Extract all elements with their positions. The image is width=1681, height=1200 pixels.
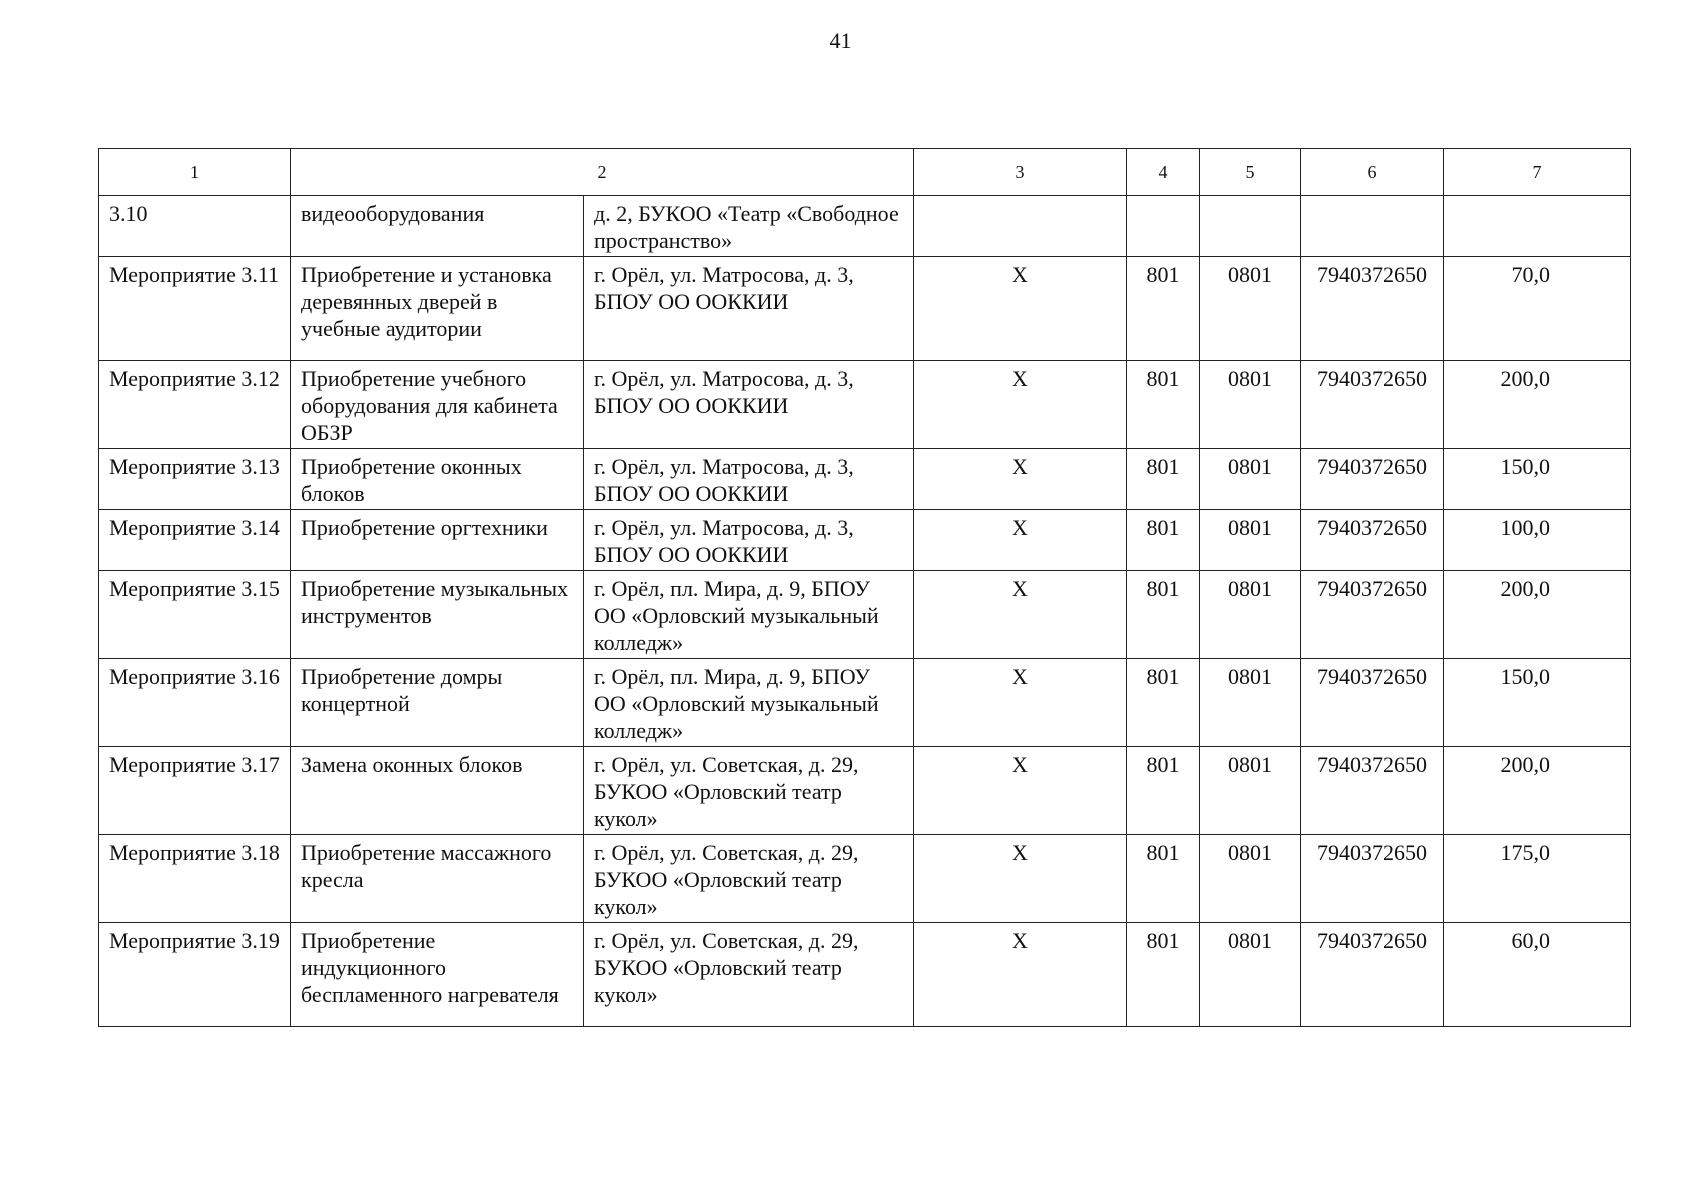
- event-name-cell: видеооборудования: [291, 196, 584, 257]
- address-cell: г. Орёл, ул. Советская, д. 29, БУКОО «Орловский театр кукол»: [584, 923, 914, 1027]
- mark-cell: Х: [914, 361, 1127, 449]
- budget-table: [98, 148, 1631, 1027]
- event-id-cell: Мероприятие 3.17: [99, 747, 291, 835]
- code-cell: 801: [1127, 510, 1200, 571]
- section-code-cell: 0801: [1200, 510, 1301, 571]
- address-cell: г. Орёл, ул. Матросова, д. 3, БПОУ ОО ООККИИ: [584, 510, 914, 571]
- table-row: [99, 571, 1631, 659]
- event-name-cell: Приобретение и установка деревянных дверей в учебные аудитории: [291, 257, 584, 361]
- mark-cell: Х: [914, 510, 1127, 571]
- amount-cell: 200,0: [1444, 361, 1631, 449]
- amount-cell: 60,0: [1444, 923, 1631, 1027]
- target-code-cell: 7940372650: [1301, 923, 1444, 1027]
- address-cell: г. Орёл, ул. Матросова, д. 3, БПОУ ОО ООККИИ: [584, 361, 914, 449]
- section-code-cell: 0801: [1200, 571, 1301, 659]
- header-cell: 4: [1127, 149, 1200, 196]
- code-cell: 801: [1127, 361, 1200, 449]
- header-cell: 7: [1444, 149, 1631, 196]
- table-row: [99, 361, 1631, 449]
- target-code-cell: [1301, 196, 1444, 257]
- target-code-cell: 7940372650: [1301, 510, 1444, 571]
- event-name-cell: Замена оконных блоков: [291, 747, 584, 835]
- table-row: [99, 196, 1631, 257]
- address-cell: д. 2, БУКОО «Театр «Свободное пространство»: [584, 196, 914, 257]
- code-cell: 801: [1127, 659, 1200, 747]
- event-name-cell: Приобретение массажного кресла: [291, 835, 584, 923]
- event-id-cell: 3.10: [99, 196, 291, 257]
- amount-cell: 70,0: [1444, 257, 1631, 361]
- mark-cell: Х: [914, 449, 1127, 510]
- target-code-cell: 7940372650: [1301, 659, 1444, 747]
- event-id-cell: Мероприятие 3.13: [99, 449, 291, 510]
- event-id-cell: Мероприятие 3.12: [99, 361, 291, 449]
- table-row: [99, 747, 1631, 835]
- event-name-cell: Приобретение индукционного беспламенного нагревателя: [291, 923, 584, 1027]
- mark-cell: Х: [914, 659, 1127, 747]
- amount-cell: 150,0: [1444, 449, 1631, 510]
- code-cell: 801: [1127, 257, 1200, 361]
- address-cell: г. Орёл, ул. Матросова, д. 3, БПОУ ОО ООККИИ: [584, 257, 914, 361]
- address-cell: г. Орёл, пл. Мира, д. 9, БПОУ ОО «Орловский музыкальный колледж»: [584, 571, 914, 659]
- amount-cell: 200,0: [1444, 571, 1631, 659]
- table-row: [99, 659, 1631, 747]
- section-code-cell: 0801: [1200, 449, 1301, 510]
- code-cell: 801: [1127, 449, 1200, 510]
- section-code-cell: 0801: [1200, 361, 1301, 449]
- header-cell: 5: [1200, 149, 1301, 196]
- amount-cell: 200,0: [1444, 747, 1631, 835]
- amount-cell: 175,0: [1444, 835, 1631, 923]
- event-id-cell: Мероприятие 3.14: [99, 510, 291, 571]
- target-code-cell: 7940372650: [1301, 835, 1444, 923]
- table-row: [99, 923, 1631, 1027]
- mark-cell: Х: [914, 835, 1127, 923]
- table-row: [99, 449, 1631, 510]
- event-id-cell: Мероприятие 3.15: [99, 571, 291, 659]
- event-id-cell: Мероприятие 3.18: [99, 835, 291, 923]
- amount-cell: 100,0: [1444, 510, 1631, 571]
- amount-cell: 150,0: [1444, 659, 1631, 747]
- amount-cell: [1444, 196, 1631, 257]
- target-code-cell: 7940372650: [1301, 571, 1444, 659]
- event-name-cell: Приобретение оргтехники: [291, 510, 584, 571]
- target-code-cell: 7940372650: [1301, 257, 1444, 361]
- header-cell: 6: [1301, 149, 1444, 196]
- mark-cell: Х: [914, 571, 1127, 659]
- mark-cell: Х: [914, 257, 1127, 361]
- code-cell: 801: [1127, 923, 1200, 1027]
- address-cell: г. Орёл, пл. Мира, д. 9, БПОУ ОО «Орловский музыкальный колледж»: [584, 659, 914, 747]
- section-code-cell: 0801: [1200, 835, 1301, 923]
- event-name-cell: Приобретение музыкальных инструментов: [291, 571, 584, 659]
- section-code-cell: 0801: [1200, 659, 1301, 747]
- mark-cell: Х: [914, 747, 1127, 835]
- event-name-cell: Приобретение домры концертной: [291, 659, 584, 747]
- event-name-cell: Приобретение учебного оборудования для кабинета ОБЗР: [291, 361, 584, 449]
- table-row: [99, 835, 1631, 923]
- section-code-cell: 0801: [1200, 257, 1301, 361]
- header-cell: 3: [914, 149, 1127, 196]
- code-cell: 801: [1127, 835, 1200, 923]
- section-code-cell: 0801: [1200, 923, 1301, 1027]
- table-row: [99, 257, 1631, 361]
- header-cell: 1: [99, 149, 291, 196]
- address-cell: г. Орёл, ул. Советская, д. 29, БУКОО «Орловский театр кукол»: [584, 835, 914, 923]
- section-code-cell: 0801: [1200, 747, 1301, 835]
- event-id-cell: Мероприятие 3.19: [99, 923, 291, 1027]
- event-name-cell: Приобретение оконных блоков: [291, 449, 584, 510]
- header-cell: 2: [291, 149, 914, 196]
- mark-cell: [914, 196, 1127, 257]
- address-cell: г. Орёл, ул. Советская, д. 29, БУКОО «Орловский театр кукол»: [584, 747, 914, 835]
- header-row: [99, 149, 1631, 196]
- address-cell: г. Орёл, ул. Матросова, д. 3, БПОУ ОО ООККИИ: [584, 449, 914, 510]
- mark-cell: Х: [914, 923, 1127, 1027]
- event-id-cell: Мероприятие 3.11: [99, 257, 291, 361]
- page-number: 41: [829, 28, 852, 53]
- table-row: [99, 510, 1631, 571]
- event-id-cell: Мероприятие 3.16: [99, 659, 291, 747]
- target-code-cell: 7940372650: [1301, 361, 1444, 449]
- code-cell: 801: [1127, 571, 1200, 659]
- code-cell: [1127, 196, 1200, 257]
- code-cell: 801: [1127, 747, 1200, 835]
- section-code-cell: [1200, 196, 1301, 257]
- target-code-cell: 7940372650: [1301, 747, 1444, 835]
- target-code-cell: 7940372650: [1301, 449, 1444, 510]
